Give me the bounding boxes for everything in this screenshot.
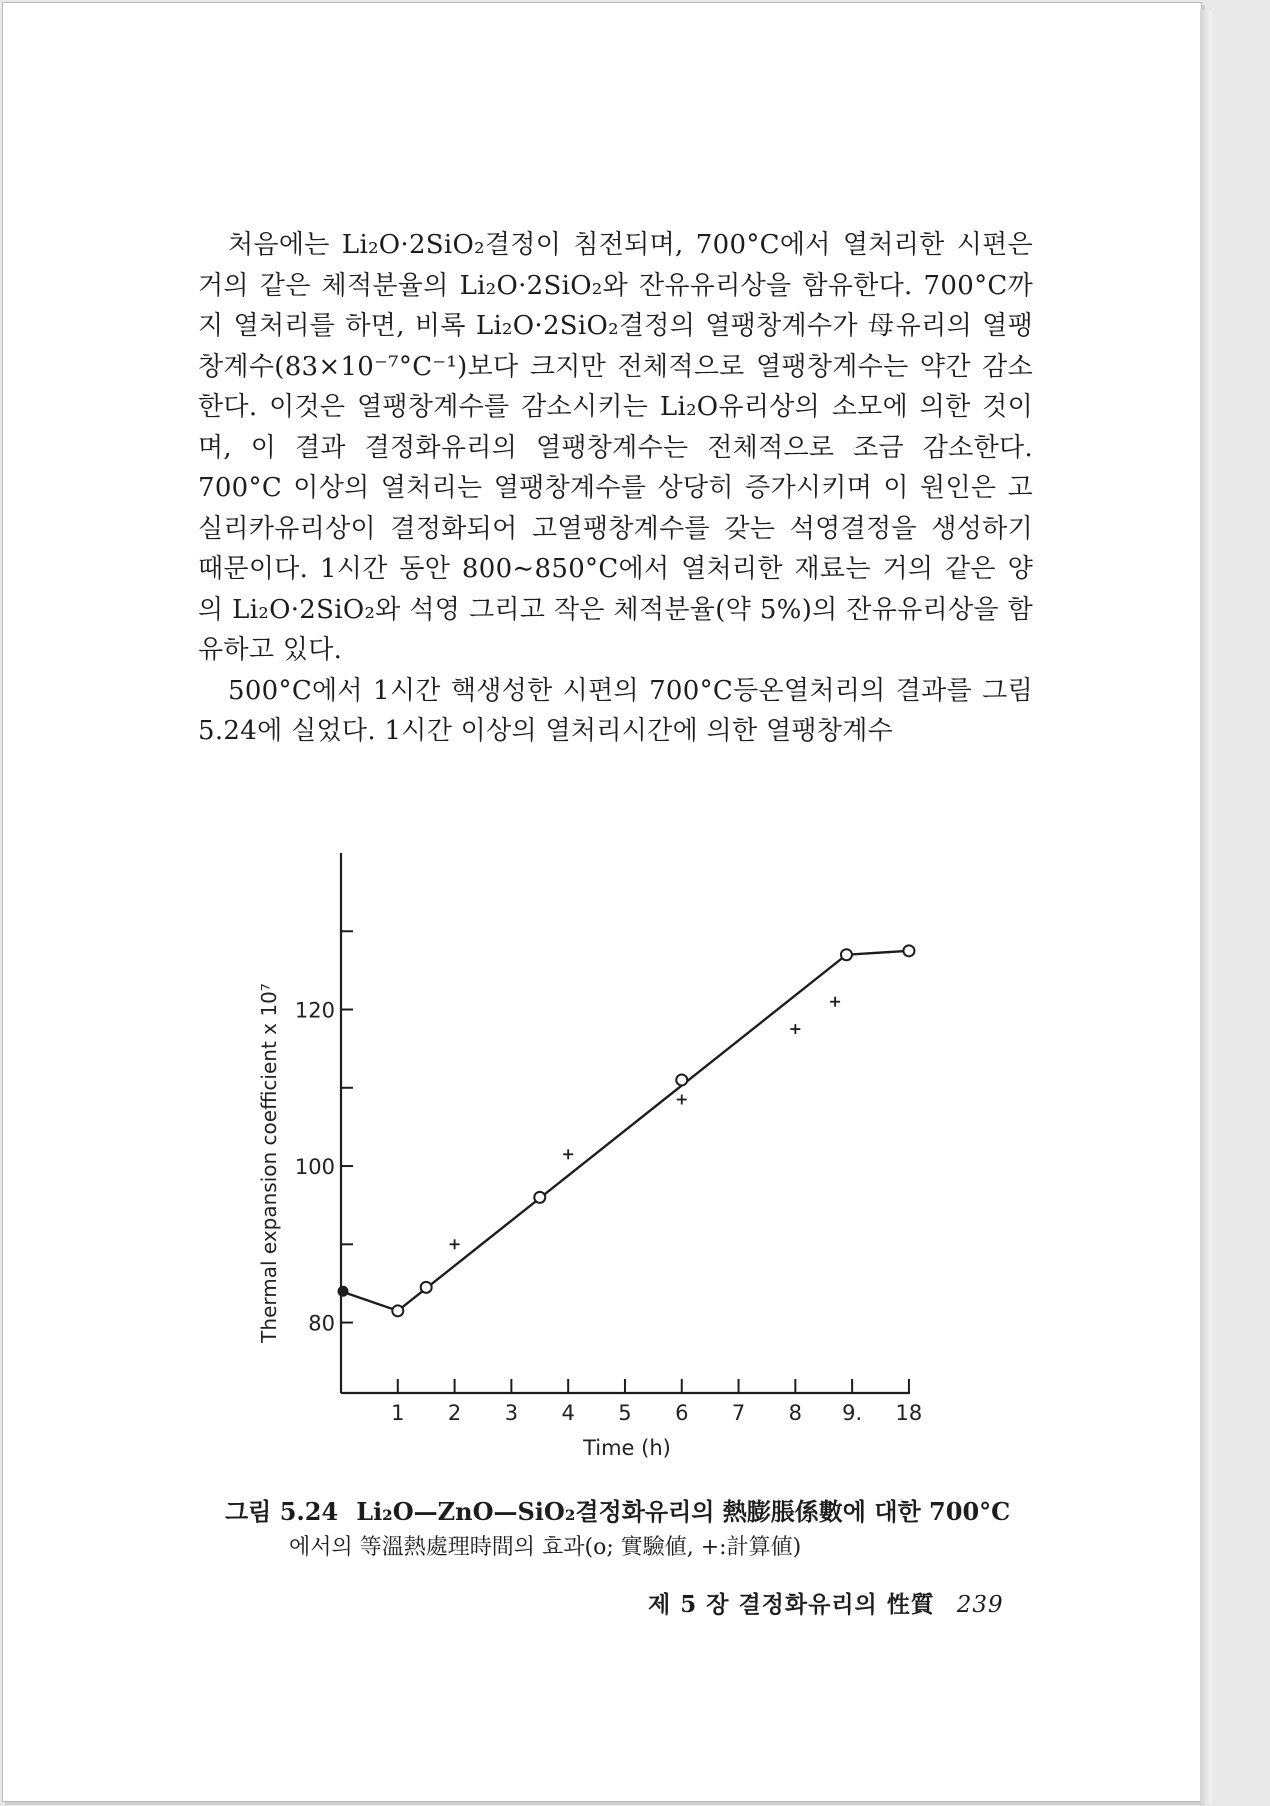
fit-line <box>341 951 909 1311</box>
x-tick-label: 8 <box>788 1401 803 1425</box>
experimental-point <box>534 1192 545 1203</box>
x-tick-label: 4 <box>561 1401 575 1425</box>
caption-line-1: Li₂O—ZnO—SiO₂결정화유리의 熱膨脹係數에 대한 700°C <box>356 1497 1011 1526</box>
x-tick-label: 18 <box>895 1401 923 1425</box>
paragraph: 500°C에서 1시간 핵생성한 시편의 700°C등온열처리의 결과를 그림 5.24에 실었다. 1시간 이상의 열처리시간에 의한 열팽창계수 <box>198 675 1033 746</box>
y-axis-title: Thermal expansion coefficient x 10⁷ <box>257 983 281 1343</box>
y-tick-label: 100 <box>294 1155 335 1180</box>
x-tick-label: 2 <box>447 1401 462 1425</box>
page-edge-shadow <box>1200 10 1212 1804</box>
x-tick-label: 1 <box>391 1401 405 1425</box>
experimental-point <box>421 1282 432 1293</box>
chapter-title: 제 5 장 결정화유리의 性質 <box>648 1591 935 1618</box>
x-tick-label: 7 <box>731 1401 746 1425</box>
x-tick-label: 3 <box>504 1401 519 1425</box>
caption-line-2: 에서의 等溫熱處理時間의 효과(o; 實驗値, +:計算値) <box>289 1535 802 1560</box>
x-tick-label: 5 <box>618 1401 632 1425</box>
experimental-point <box>841 949 852 960</box>
experimental-point <box>392 1305 403 1316</box>
paragraph: 처음에는 Li₂O·2SiO₂결정이 침전되며, 700°C에서 열처리한 시편은 거의 같은 체적분율의 Li₂O·2SiO₂와 잔유유리상을 함유한다. 700°C까지 열처리를 하면, 비록 Li₂O·2SiO₂결정의 열팽창계수가 母유리의 열팽창계수(83×10⁻⁷°C⁻¹)보다 크지만 전체적으로 열팽창계수는 약간 감소한다. 이것은 열팽창계수를 감소시키는 Li₂O유리상의 소모에 의한 것이며, 이 결과 결정화유리의 열팽창계수는 전체적으로 조금 감소한다. 700°C 이상의 열처리는 열팽창계수를 상당히 증가시키며 이 원인은 고실리카유리상이 결정화되어 고열팽창계수를 갖는 석영결정을 생성하기 때문이다. 1시간 동안 800∼850°C에서 열처리한 재료는 거의 같은 양의 Li₂O·2SiO₂와 석영 그리고 작은 체적분율(약 5%)의 잔유유리상을 함유하고 있다. <box>198 230 1033 665</box>
x-axis-title: Time (h) <box>583 1436 671 1460</box>
calculated-point <box>790 1024 800 1034</box>
chart-axes <box>341 853 910 1393</box>
book-page <box>2 2 1202 1802</box>
body-text <box>198 225 1033 752</box>
calculated-point <box>677 1095 687 1105</box>
x-tick-label: 6 <box>675 1401 689 1425</box>
calculated-point <box>450 1239 460 1249</box>
y-tick-label: 80 <box>308 1311 335 1336</box>
figure-5-24 <box>243 833 1003 1473</box>
running-footer <box>648 1586 1048 1619</box>
start-point <box>338 1286 348 1296</box>
chart-curve <box>341 951 909 1311</box>
y-tick-label: 120 <box>294 998 335 1023</box>
expansion-chart <box>243 833 1003 1473</box>
calculated-point <box>563 1149 573 1159</box>
figure-caption <box>225 1493 1025 1565</box>
chart-labels <box>257 983 922 1460</box>
x-tick-label: 9. <box>842 1401 863 1425</box>
figure-label: 그림 5.24 <box>225 1497 339 1526</box>
calculated-point <box>830 997 840 1007</box>
page-number: 239 <box>956 1592 1004 1618</box>
experimental-point <box>676 1074 687 1085</box>
experimental-point <box>903 945 914 956</box>
